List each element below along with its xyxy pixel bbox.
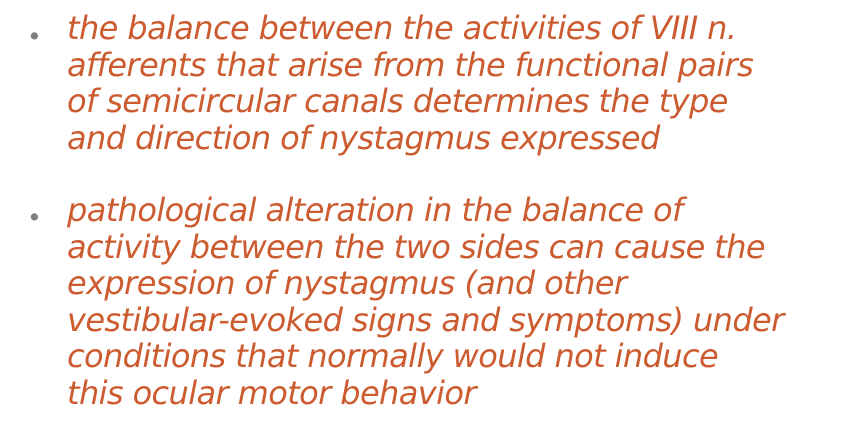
bullet-marker: • [27, 203, 42, 232]
bullet-text: pathological alteration in the balance of activity between the two sides can cause the expression of nystagmus (and other vestibular-evoked signs and symptoms) under conditions that normally would not induce this ocular motor behavior [67, 191, 784, 412]
bullet-marker: • [27, 22, 42, 51]
bullet-text: the balance between the activities of VIII n. afferents that arise from the functional pairs of semicircular canals determines the type and direction of nystagmus expressed [67, 9, 754, 157]
